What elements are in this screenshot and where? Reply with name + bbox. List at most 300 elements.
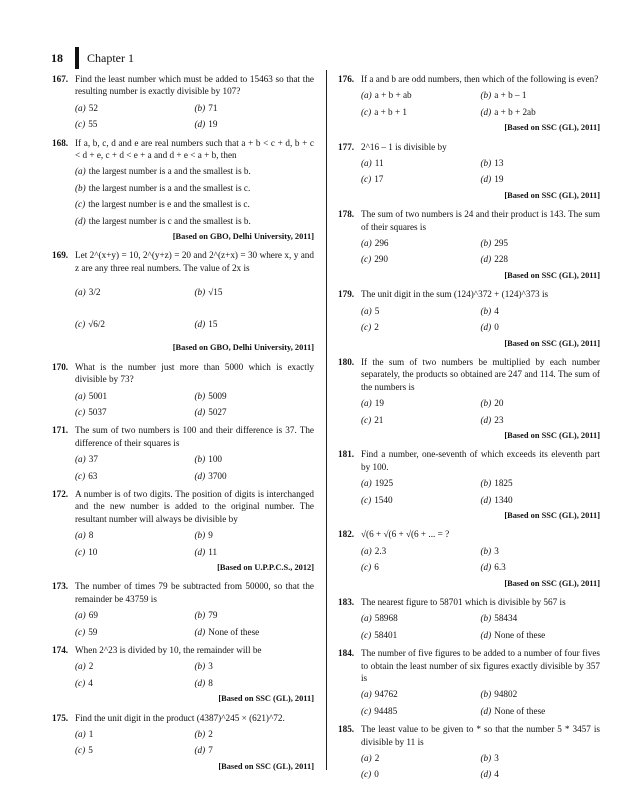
option-text: 11	[208, 546, 218, 557]
answer-option	[361, 629, 481, 641]
question-text: The number of times 79 be subtracted from 50000, so that the remainder be 43759 is	[75, 581, 314, 604]
option-text: 3	[208, 661, 213, 672]
option-text: a + b + 2ab	[494, 106, 536, 117]
answer-option	[361, 494, 481, 506]
answer-option	[481, 397, 601, 409]
question-text: When 2^23 is divided by 10, the remainder will be	[75, 645, 262, 655]
option-text: 4	[494, 305, 499, 316]
question-item	[338, 448, 600, 522]
answer-option	[195, 626, 315, 638]
option-letter: (a)	[361, 90, 372, 101]
option-text: 20	[494, 398, 504, 409]
option-letter: (d)	[194, 319, 206, 330]
option-text: 100	[208, 454, 222, 465]
question-stem	[338, 528, 600, 540]
option-letter: (a)	[75, 610, 86, 621]
question-item	[52, 644, 314, 706]
option-letter: (a)	[75, 661, 86, 672]
answer-option	[75, 118, 195, 130]
answer-option	[75, 626, 195, 638]
right-column	[338, 73, 600, 787]
question-number: 184.	[338, 648, 355, 659]
question-number: 171.	[52, 425, 69, 436]
option-letter: (c)	[75, 546, 86, 557]
answer-option	[195, 660, 315, 672]
answer-option	[75, 310, 195, 338]
answer-option	[481, 173, 601, 185]
option-letter: (b)	[194, 454, 206, 465]
option-letter: (c)	[75, 199, 86, 210]
answer-option	[361, 321, 481, 333]
option-text: a + b – 1	[494, 90, 527, 101]
answer-option	[75, 390, 195, 402]
option-text: 59	[88, 626, 98, 637]
option-letter: (b)	[194, 530, 206, 541]
answer-option	[481, 237, 601, 249]
source-citation: [Based on SSC (GL), 2011]	[504, 190, 600, 200]
source-citation: [Based on SSC (GL), 2011]	[504, 338, 600, 348]
option-letter: (d)	[194, 406, 206, 417]
question-item	[52, 424, 314, 482]
option-letter: (b)	[480, 158, 492, 169]
answer-option	[361, 237, 481, 249]
answer-options	[75, 102, 314, 131]
answer-option	[481, 612, 601, 624]
option-letter: (b)	[480, 238, 492, 249]
option-letter: (c)	[361, 562, 372, 573]
option-letter: (c)	[361, 322, 372, 333]
option-text: 58401	[374, 629, 398, 640]
option-letter: (a)	[75, 102, 86, 113]
question-stem	[52, 488, 314, 525]
source-citation: [Based on GBO, Delhi University, 2011]	[172, 343, 314, 353]
option-text: 19	[208, 119, 218, 130]
answer-option	[75, 182, 314, 194]
option-letter: (a)	[361, 238, 372, 249]
answer-option	[195, 609, 315, 621]
option-letter: (d)	[480, 106, 492, 117]
option-text: 55	[88, 119, 98, 130]
question-stem	[52, 424, 314, 449]
option-letter: (a)	[361, 305, 372, 316]
question-item	[52, 580, 314, 638]
option-letter: (b)	[480, 398, 492, 409]
answer-option	[361, 157, 481, 169]
question-item	[338, 596, 600, 641]
question-item	[338, 141, 600, 203]
option-text: 15	[208, 319, 218, 330]
question-number: 172.	[52, 488, 69, 499]
option-text: 1825	[494, 478, 513, 489]
option-text: √6/2	[88, 319, 105, 330]
option-text: 79	[208, 610, 218, 621]
option-letter: (a)	[361, 613, 372, 624]
option-letter: (c)	[75, 406, 86, 417]
answer-option	[481, 688, 601, 700]
option-letter: (a)	[361, 478, 372, 489]
question-stem	[338, 208, 600, 233]
answer-option	[361, 561, 481, 573]
answer-option	[75, 406, 195, 418]
question-number: 176.	[338, 74, 355, 84]
answer-option	[195, 390, 315, 402]
answer-options	[75, 453, 314, 482]
answer-option	[481, 768, 601, 780]
question-text: The least value to be given to * so that the number 5 * 3457 is divisible by 11 is	[361, 724, 600, 747]
option-text: 2	[88, 661, 94, 672]
option-letter: (d)	[480, 414, 492, 425]
answer-options	[361, 237, 600, 266]
answer-option	[481, 321, 601, 333]
option-text: 6	[374, 562, 379, 573]
option-letter: (b)	[194, 661, 206, 672]
question-text: What is the number just more than 5000 which is exactly divisible by 73?	[75, 361, 314, 385]
option-text: 23	[494, 414, 504, 425]
question-number: 168.	[52, 137, 69, 148]
question-number: 183.	[338, 597, 355, 607]
option-text: None of these	[208, 626, 260, 637]
option-letter: (c)	[361, 106, 372, 117]
option-letter: (d)	[480, 494, 492, 505]
question-stem	[338, 141, 600, 153]
answer-option	[75, 744, 195, 756]
option-text: 1540	[374, 494, 393, 505]
question-item	[338, 73, 600, 135]
answer-option	[195, 677, 315, 689]
option-text: the largest number is a and the smallest is b.	[88, 166, 251, 177]
page-number: 18	[51, 50, 63, 65]
option-letter: (c)	[361, 254, 372, 265]
option-letter: (a)	[75, 729, 86, 740]
question-text: The sum of two numbers is 24 and their product is 143. The sum of their squares is	[361, 209, 600, 232]
answer-options	[75, 165, 314, 227]
answer-option	[361, 545, 481, 557]
option-letter: (b)	[194, 102, 206, 113]
option-letter: (a)	[361, 753, 372, 764]
question-item	[338, 288, 600, 350]
question-text: The nearest figure to 58701 which is divisible by 567 is	[361, 597, 566, 607]
answer-option	[75, 278, 195, 306]
question-number: 182.	[338, 529, 355, 540]
option-text: 8	[88, 530, 94, 541]
question-item	[52, 361, 314, 419]
question-text: If a and b are odd numbers, then which of the following is even?	[361, 74, 599, 84]
option-letter: (b)	[480, 689, 492, 700]
question-stem	[52, 73, 314, 98]
option-text: 94485	[374, 705, 398, 716]
option-text: 94802	[494, 689, 518, 700]
option-text: 10	[88, 546, 98, 557]
option-letter: (b)	[480, 478, 492, 489]
source-citation: [Based on U.P.P.C.S., 2012]	[217, 562, 314, 572]
answer-option	[481, 305, 601, 317]
option-text: 58434	[494, 613, 518, 624]
option-letter: (c)	[361, 705, 372, 716]
question-stem	[52, 580, 314, 605]
answer-option	[481, 561, 601, 573]
answer-option	[195, 546, 315, 558]
answer-option	[195, 453, 315, 465]
header-divider-bar	[75, 47, 79, 69]
option-letter: (a)	[361, 689, 372, 700]
answer-option	[361, 305, 481, 317]
source-citation: [Based on SSC (GL), 2011]	[504, 123, 600, 133]
option-text: None of these	[494, 705, 546, 716]
option-letter: (d)	[480, 174, 492, 185]
question-item	[52, 249, 314, 354]
option-text: a + b + 1	[374, 106, 408, 117]
answer-option	[195, 406, 315, 418]
option-text: 295	[494, 238, 508, 249]
option-letter: (b)	[480, 545, 492, 556]
question-text: If the sum of two numbers be multiplied by each number separately, the products so obtained are 247 and 114. The sum of the numbers is	[361, 356, 600, 392]
option-letter: (b)	[194, 390, 206, 401]
option-text: 19	[494, 174, 504, 185]
option-letter: (d)	[480, 562, 492, 573]
answer-options	[361, 612, 600, 641]
question-text: Let 2^(x+y) = 10, 2^(y+z) = 20 and 2^(z+x) = 30 where x, y and z are any three real numbers. The value of 2x is	[75, 250, 314, 273]
question-item	[338, 356, 600, 442]
option-letter: (c)	[361, 174, 372, 185]
answer-option	[361, 705, 481, 717]
option-letter: (b)	[194, 287, 206, 298]
answer-option	[481, 752, 601, 764]
question-stem	[52, 712, 314, 724]
answer-option	[481, 545, 601, 557]
option-text: 296	[374, 238, 389, 249]
option-text: 290	[374, 254, 388, 265]
answer-option	[361, 89, 481, 101]
source-citation: [Based on SSC (GL), 2011]	[504, 510, 600, 520]
question-number: 173.	[52, 581, 69, 592]
answer-option	[361, 397, 481, 409]
answer-option	[75, 198, 314, 210]
question-stem	[338, 73, 600, 85]
option-text: 228	[494, 254, 508, 265]
option-letter: (d)	[480, 254, 492, 265]
answer-option	[195, 744, 315, 756]
option-letter: (d)	[194, 745, 206, 756]
answer-option	[195, 728, 315, 740]
answer-options	[361, 157, 600, 186]
option-letter: (b)	[480, 753, 492, 764]
option-text: 2	[374, 322, 379, 333]
answer-option	[75, 470, 195, 482]
option-letter: (c)	[75, 470, 86, 481]
option-text: 1	[88, 729, 94, 740]
option-text: 71	[208, 102, 218, 113]
option-text: 3700	[208, 470, 227, 481]
answer-option	[481, 477, 601, 489]
answer-option	[195, 310, 315, 338]
option-text: 0	[494, 322, 499, 333]
answer-option	[75, 660, 195, 672]
question-text: The unit digit in the sum (124)^372 + (124)^373 is	[361, 289, 549, 300]
answer-option	[75, 609, 195, 621]
option-text: 0	[374, 769, 379, 780]
question-text: The sum of two numbers is 100 and their difference is 37. The difference of their squares is	[75, 425, 314, 448]
question-text: If a, b, c, d and e are real numbers such that a + b < c + d, b + c < d + e, c + d < e + a and d + e < a + b, then	[75, 137, 314, 161]
question-number: 185.	[338, 724, 355, 735]
question-item	[338, 647, 600, 717]
question-text: Find a number, one-seventh of which exceeds its eleventh part by 100.	[361, 449, 600, 472]
answer-option	[75, 215, 314, 227]
option-letter: (a)	[361, 545, 372, 556]
option-text: 21	[374, 414, 384, 425]
answer-options	[361, 397, 600, 426]
option-text: 17	[374, 174, 384, 185]
option-letter: (a)	[75, 166, 86, 177]
answer-option	[481, 494, 601, 506]
option-text: 4	[494, 769, 499, 780]
option-text: 5	[374, 305, 380, 316]
answer-option	[481, 414, 601, 426]
question-number: 170.	[52, 361, 69, 372]
source-citation: [Based on GBO, Delhi University, 2011]	[172, 232, 314, 242]
answer-options	[75, 529, 314, 558]
answer-options	[75, 660, 314, 689]
option-letter: (c)	[361, 494, 372, 505]
option-text: 5027	[208, 406, 227, 417]
option-letter: (d)	[75, 215, 86, 226]
option-letter: (d)	[194, 626, 206, 637]
answer-option	[75, 728, 195, 740]
option-letter: (a)	[361, 398, 372, 409]
question-number: 178.	[338, 209, 355, 220]
answer-option	[75, 165, 314, 177]
option-letter: (d)	[194, 677, 206, 688]
answer-option	[361, 477, 481, 489]
option-letter: (a)	[75, 287, 86, 298]
option-letter: (d)	[194, 119, 206, 130]
option-text: 58968	[374, 613, 398, 624]
answer-option	[361, 768, 481, 780]
option-text: 2	[374, 753, 380, 764]
option-letter: (b)	[480, 305, 492, 316]
option-text: 7	[208, 745, 213, 756]
option-letter: (c)	[75, 626, 86, 637]
option-letter: (b)	[480, 613, 492, 624]
question-item	[52, 712, 314, 774]
answer-options	[75, 278, 314, 338]
question-item	[52, 73, 314, 131]
question-stem	[338, 288, 600, 300]
option-letter: (a)	[75, 530, 86, 541]
answer-options	[361, 545, 600, 574]
answer-option	[75, 102, 195, 114]
source-citation: [Based on SSC (GL), 2011]	[504, 270, 600, 280]
answer-option	[195, 470, 315, 482]
question-number: 180.	[338, 356, 355, 367]
answer-option	[481, 253, 601, 265]
question-stem	[52, 361, 314, 386]
answer-option	[75, 529, 195, 541]
option-text: 13	[494, 158, 504, 169]
option-letter: (d)	[480, 629, 492, 640]
option-letter: (d)	[480, 322, 492, 333]
option-text: 1340	[494, 494, 513, 505]
question-number: 177.	[338, 141, 355, 152]
source-citation: [Based on SSC (GL), 2011]	[218, 761, 314, 771]
option-letter: (d)	[194, 546, 206, 557]
answer-options	[361, 89, 600, 118]
option-text: 5009	[208, 390, 227, 401]
option-text: 37	[88, 454, 98, 465]
option-text: 1925	[374, 478, 394, 489]
question-text: Find the least number which must be added to 15463 so that the resulting number is exactly divisible by 107?	[75, 74, 314, 97]
option-text: 5037	[88, 406, 107, 417]
answer-option	[361, 688, 481, 700]
answer-option	[481, 157, 601, 169]
answer-option	[75, 453, 195, 465]
answer-options	[361, 477, 600, 506]
option-text: 5001	[88, 390, 108, 401]
answer-option	[361, 752, 481, 764]
option-text: 2	[208, 729, 213, 740]
option-letter: (c)	[75, 119, 86, 130]
question-stem	[338, 596, 600, 608]
question-number: 169.	[52, 250, 69, 261]
option-text: 6.3	[494, 562, 506, 573]
option-text: the largest number is e and the smallest is c.	[88, 199, 250, 210]
option-text: 63	[88, 470, 98, 481]
chapter-title: Chapter 1	[87, 50, 134, 65]
question-stem	[52, 644, 314, 656]
option-text: 4	[88, 677, 93, 688]
option-text: the largest number is c and the smallest is b.	[88, 215, 251, 226]
question-stem	[52, 137, 314, 162]
question-stem	[52, 249, 314, 274]
option-letter: (d)	[480, 705, 492, 716]
question-text: 2^16 – 1 is divisible by	[361, 141, 447, 152]
question-item	[338, 723, 600, 781]
option-letter: (c)	[361, 414, 372, 425]
answer-option	[361, 173, 481, 185]
answer-option	[361, 612, 481, 624]
option-text: a + b + ab	[374, 90, 412, 101]
answer-options	[361, 305, 600, 334]
option-letter: (d)	[480, 769, 492, 780]
answer-option	[481, 629, 601, 641]
question-number: 181.	[338, 449, 355, 460]
question-text: A number is of two digits. The position of digits is interchanged and the new number is added to the original number. The resultant number will always be divisible by	[75, 488, 314, 524]
question-text: √(6 + √(6 + √(6 + ... = ?	[361, 529, 450, 540]
answer-option	[195, 278, 315, 306]
option-text: 2.3	[374, 545, 387, 556]
option-text: √15	[208, 287, 223, 298]
question-number: 179.	[338, 289, 355, 300]
question-item	[338, 528, 600, 590]
question-number: 174.	[52, 645, 69, 655]
option-text: None of these	[494, 629, 546, 640]
question-text: Find the unit digit in the product (4387)^245 × (621)^72.	[75, 712, 285, 723]
answer-option	[195, 118, 315, 130]
option-letter: (a)	[75, 390, 86, 401]
option-letter: (c)	[75, 745, 86, 756]
option-letter: (a)	[361, 158, 372, 169]
question-stem	[338, 647, 600, 684]
option-letter: (b)	[194, 729, 206, 740]
option-text: 52	[88, 102, 98, 113]
answer-option	[481, 106, 601, 118]
option-letter: (d)	[194, 470, 206, 481]
option-text: 9	[208, 530, 213, 541]
option-letter: (c)	[361, 629, 372, 640]
answer-option	[75, 546, 195, 558]
answer-options	[361, 752, 600, 781]
answer-option	[195, 529, 315, 541]
answer-option	[361, 106, 481, 118]
